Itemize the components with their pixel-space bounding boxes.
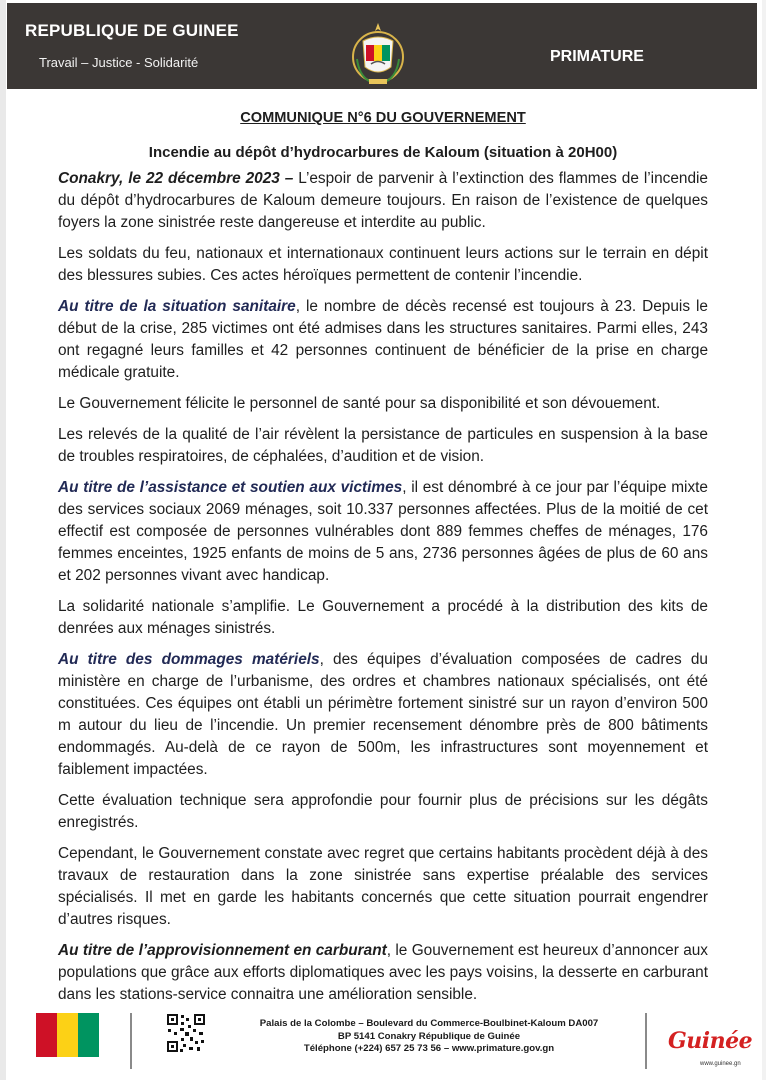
address-line: Téléphone (+224) 657 25 73 56 – www.primature.gov.gn bbox=[303, 1043, 555, 1054]
paragraph-10 bbox=[58, 843, 708, 931]
paragraph-text: , il est dénombré à ce jour par l’équipe mixte des services sociaux 2069 ménages, soit 10.337 personnes affectées. Plus de la moitié de cet effectif est composée de personnes vulnérables dont 889 femmes cheffes de ménages, 176 femmes enceintes, 1925 enfants de moins de 5 ans, 2736 personnes âgées de plus de 60 ans et 202 personnes vivant avec handicap. bbox=[58, 479, 708, 584]
paragraph-3 bbox=[58, 296, 708, 384]
flag-icon bbox=[36, 1013, 99, 1057]
flag-red-stripe bbox=[36, 1013, 57, 1057]
paragraph-text: , le nombre de décès recensé est toujours à 23. Depuis le début de la crise, 285 victimes ont été admises dans les structures sanitaires. Parmi elles, 243 ont regagné leurs familles et 42 personnes continuent de bénéficier de la prise en charge médicale gratuite. bbox=[58, 298, 708, 381]
paragraph-text: Les soldats du feu, nationaux et internationaux continuent leurs actions sur le terrain en dépit des blessures subies. Ces actes héroïques permettent de contenir l’incendie. bbox=[58, 245, 708, 284]
coat-of-arms-icon bbox=[351, 19, 405, 89]
paragraph-text: Les relevés de la qualité de l’air révèlent la persistance de particules en suspension à la base de troubles respiratoires, de céphalées, d’audition et de vision. bbox=[58, 426, 708, 465]
footer-divider bbox=[130, 1013, 132, 1069]
paragraph-lead: Au titre de l’assistance et soutien aux victimes bbox=[58, 479, 403, 496]
page-title: COMMUNIQUE N°6 DU GOUVERNEMENT bbox=[240, 110, 526, 126]
paragraph-6 bbox=[58, 477, 708, 587]
paragraph-4 bbox=[58, 393, 708, 415]
paragraph-text: Cette évaluation technique sera approfondie pour fournir plus de précisions sur les dégâts enregistrés. bbox=[58, 792, 708, 831]
paragraph-text: Cependant, le Gouvernement constate avec regret que certains habitants procèdent déjà à des travaux de restauration dans la zone sinistrée sans expertise préalable des services spécialisés. Il met en garde les habitants concernés que cette situation pourrait engendrer d’autres risques. bbox=[58, 845, 708, 928]
paragraph-text: La solidarité nationale s’amplifie. Le Gouvernement a procédé à la distribution des kits de denrées aux ménages sinistrés. bbox=[58, 598, 708, 637]
document-header bbox=[7, 3, 757, 89]
flag-green-stripe bbox=[78, 1013, 99, 1057]
paragraph-text: , le Gouvernement est heureux d’annoncer aux populations que grâce aux efforts diplomatiques avec les pays voisins, la desserte en carburant dans les stations-service connaitra une amélioration sensible. bbox=[58, 942, 709, 1003]
address-line: Palais de la Colombe – Boulevard du Commerce-Boulbinet-Kaloum DA007 bbox=[259, 1018, 599, 1029]
address-line: BP 5141 Conakry République de Guinée bbox=[337, 1030, 521, 1042]
paragraph-lead: Au titre des dommages matériels bbox=[58, 651, 320, 668]
country-name: REPUBLIQUE DE GUINEE bbox=[25, 21, 239, 40]
paragraph-lead: Au titre de l’approvisionnement en carburant bbox=[58, 942, 387, 959]
page-subtitle: Incendie au dépôt d’hydrocarbures de Kaloum (situation à 20H00) bbox=[148, 144, 618, 161]
paragraph-5 bbox=[58, 424, 708, 468]
paragraph-text: Le Gouvernement félicite le personnel de santé pour sa disponibilité et son dévouement. bbox=[58, 395, 661, 412]
guinee-brand-logo: Guinée bbox=[668, 1028, 753, 1054]
footer-address bbox=[234, 1018, 624, 1056]
paragraph-9 bbox=[58, 790, 708, 834]
paragraph-text: , des équipes d’évaluation composées de cadres du ministère en charge de l’urbanisme, des ordres et chambres nationaux spécialisés, ont été constituées. Ces équipes ont établi un périmètre fortement sinistré sur un rayon d’environ 500 m autour du lieu de l’incendie. Un premier recensement dénombre près de 800 bâtiments endommagés. Au-delà de ce rayon de 500m, les infrastructures sont moyennement et faiblement impactées. bbox=[58, 651, 708, 778]
paragraph-text: L’espoir de parvenir à l’extinction des flammes de l’incendie du dépôt d’hydrocarbures de Kaloum demeure toujours. En raison de l’existence de quelques foyers la zone sinistrée reste dangereuse et interdite au public. bbox=[58, 170, 708, 231]
footer-divider bbox=[645, 1013, 647, 1069]
paragraph-2 bbox=[58, 243, 708, 287]
paragraph-8 bbox=[58, 649, 708, 781]
paragraph-7 bbox=[58, 596, 708, 640]
communique-body bbox=[58, 102, 708, 1006]
paragraph-lead: Conakry, le 22 décembre 2023 – bbox=[58, 170, 294, 187]
brand-url: www.guinee.gn bbox=[700, 1061, 741, 1067]
paragraph-1 bbox=[58, 168, 708, 234]
paragraph-11 bbox=[58, 940, 708, 1006]
national-motto: Travail – Justice - Solidarité bbox=[39, 55, 199, 70]
office-name: PRIMATURE bbox=[550, 48, 644, 65]
flag-yellow-stripe bbox=[57, 1013, 78, 1057]
qr-code-icon bbox=[166, 1013, 206, 1053]
paragraph-lead: Au titre de la situation sanitaire bbox=[58, 298, 296, 315]
